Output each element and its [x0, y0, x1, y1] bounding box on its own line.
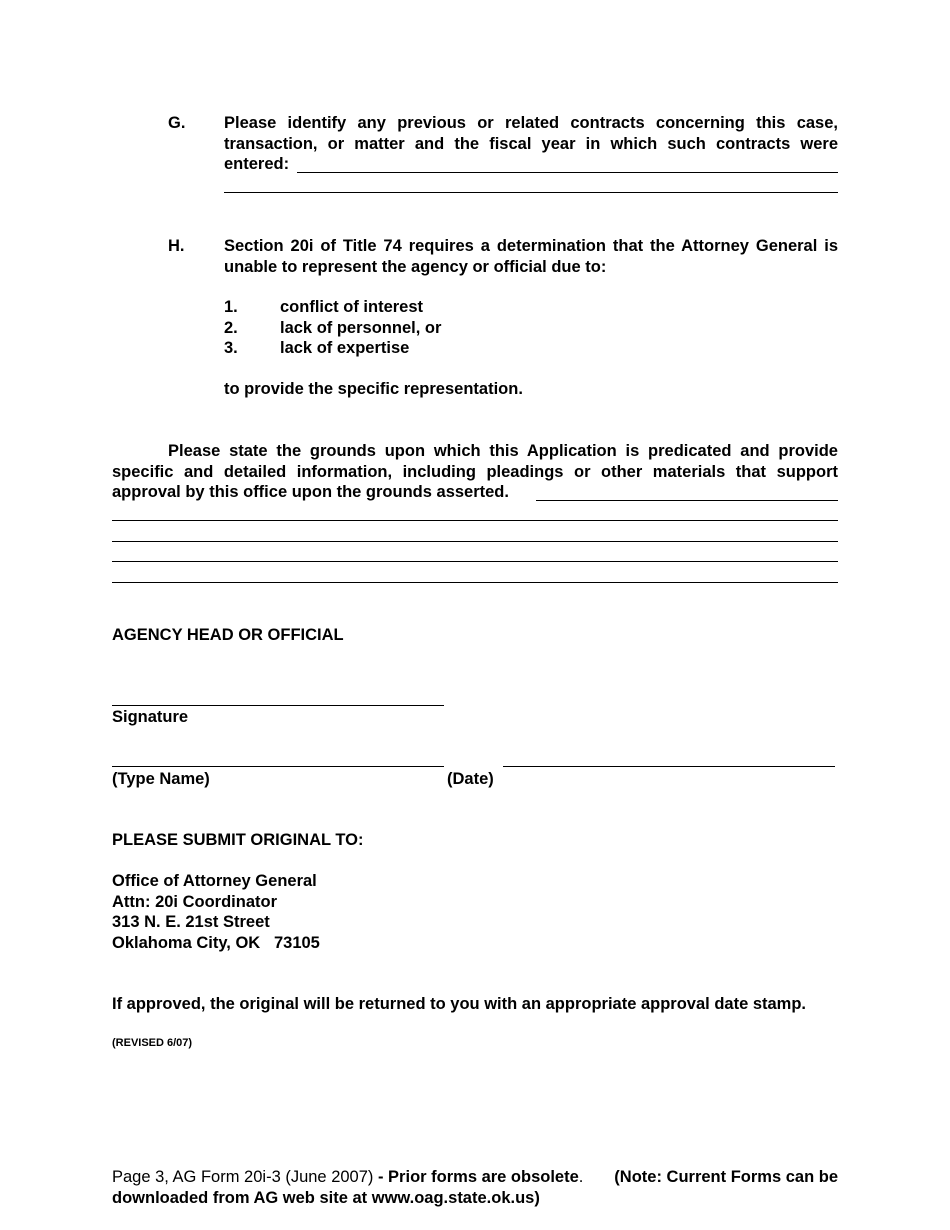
grounds-answer-line-5[interactable]: [112, 582, 838, 583]
list-item-text: lack of expertise: [280, 339, 410, 357]
grounds-answer-line-4[interactable]: [112, 561, 838, 562]
grounds-line-1: Please state the grounds upon which this Application is predicated and provide: [168, 442, 838, 460]
section-g-text: [224, 113, 838, 175]
address-line: Attn: 20i Coordinator: [112, 892, 277, 911]
agency-head-heading: AGENCY HEAD OR OFFICIAL: [112, 626, 344, 644]
address-line: Office of Attorney General: [112, 872, 317, 890]
grounds-answer-line-1[interactable]: [536, 500, 838, 501]
list-item-number: 2.: [224, 318, 238, 337]
address-line: 313 N. E. 21st Street: [112, 913, 270, 931]
contracts-answer-line-2[interactable]: [224, 192, 838, 193]
footer-download-note: downloaded from AG web site at www.oag.state.ok.us): [112, 1189, 540, 1207]
footer-period: .: [578, 1168, 584, 1186]
footer-left: [112, 1167, 583, 1188]
date-label: (Date): [447, 770, 494, 788]
section-h-text: [224, 236, 838, 277]
section-g-letter: G.: [168, 114, 186, 132]
section-h-line-2: unable to represent the agency or official due to:: [224, 257, 607, 276]
submit-heading: PLEASE SUBMIT ORIGINAL TO:: [112, 831, 364, 849]
section-g-line-3: entered:: [224, 155, 290, 173]
footer-note: (Note: Current Forms can be: [614, 1168, 838, 1186]
grounds-answer-line-2[interactable]: [112, 520, 838, 521]
grounds-paragraph: [112, 441, 838, 503]
list-item-text: lack of personnel, or: [280, 318, 442, 337]
section-h-closing: to provide the specific representation.: [224, 380, 523, 398]
footer-obsolete: - Prior forms are obsolete: [373, 1168, 579, 1186]
list-item: [224, 338, 410, 359]
grounds-line-2: specific and detailed information, including pleadings or other materials that support: [112, 462, 838, 481]
list-item-number: 1.: [224, 298, 238, 316]
type-name-label: (Type Name): [112, 770, 210, 788]
grounds-line-3: approval by this office upon the grounds asserted.: [112, 483, 509, 501]
section-h-line-1: Section 20i of Title 74 requires a determination that the Attorney General is: [224, 237, 838, 255]
section-h-letter: H.: [168, 237, 185, 255]
date-line[interactable]: [503, 766, 835, 767]
contracts-answer-line-1[interactable]: [297, 172, 838, 173]
grounds-answer-line-3[interactable]: [112, 541, 838, 542]
footer-line-1: [112, 1167, 838, 1188]
list-item: [224, 318, 442, 339]
reason-list: [224, 297, 442, 359]
signature-label: Signature: [112, 708, 189, 726]
footer-page-info: Page 3, AG Form 20i-3 (June 2007): [112, 1168, 374, 1186]
address-line: Oklahoma City, OK 73105: [112, 933, 320, 952]
page-footer: [112, 1167, 838, 1209]
section-g-line-2: transaction, or matter and the fiscal year in which such contracts were: [224, 134, 838, 153]
section-g-line-1: Please identify any previous or related contracts concerning this case,: [224, 114, 838, 132]
list-item: [224, 297, 424, 318]
list-item-number: 3.: [224, 339, 238, 357]
list-item-text: conflict of interest: [280, 298, 424, 316]
revised-date: (REVISED 6/07): [112, 1037, 193, 1049]
approval-note: If approved, the original will be returned to you with an appropriate approval date stamp.: [112, 995, 807, 1013]
type-name-line[interactable]: [112, 766, 444, 767]
mailing-address: [112, 871, 320, 953]
signature-line[interactable]: [112, 705, 444, 706]
